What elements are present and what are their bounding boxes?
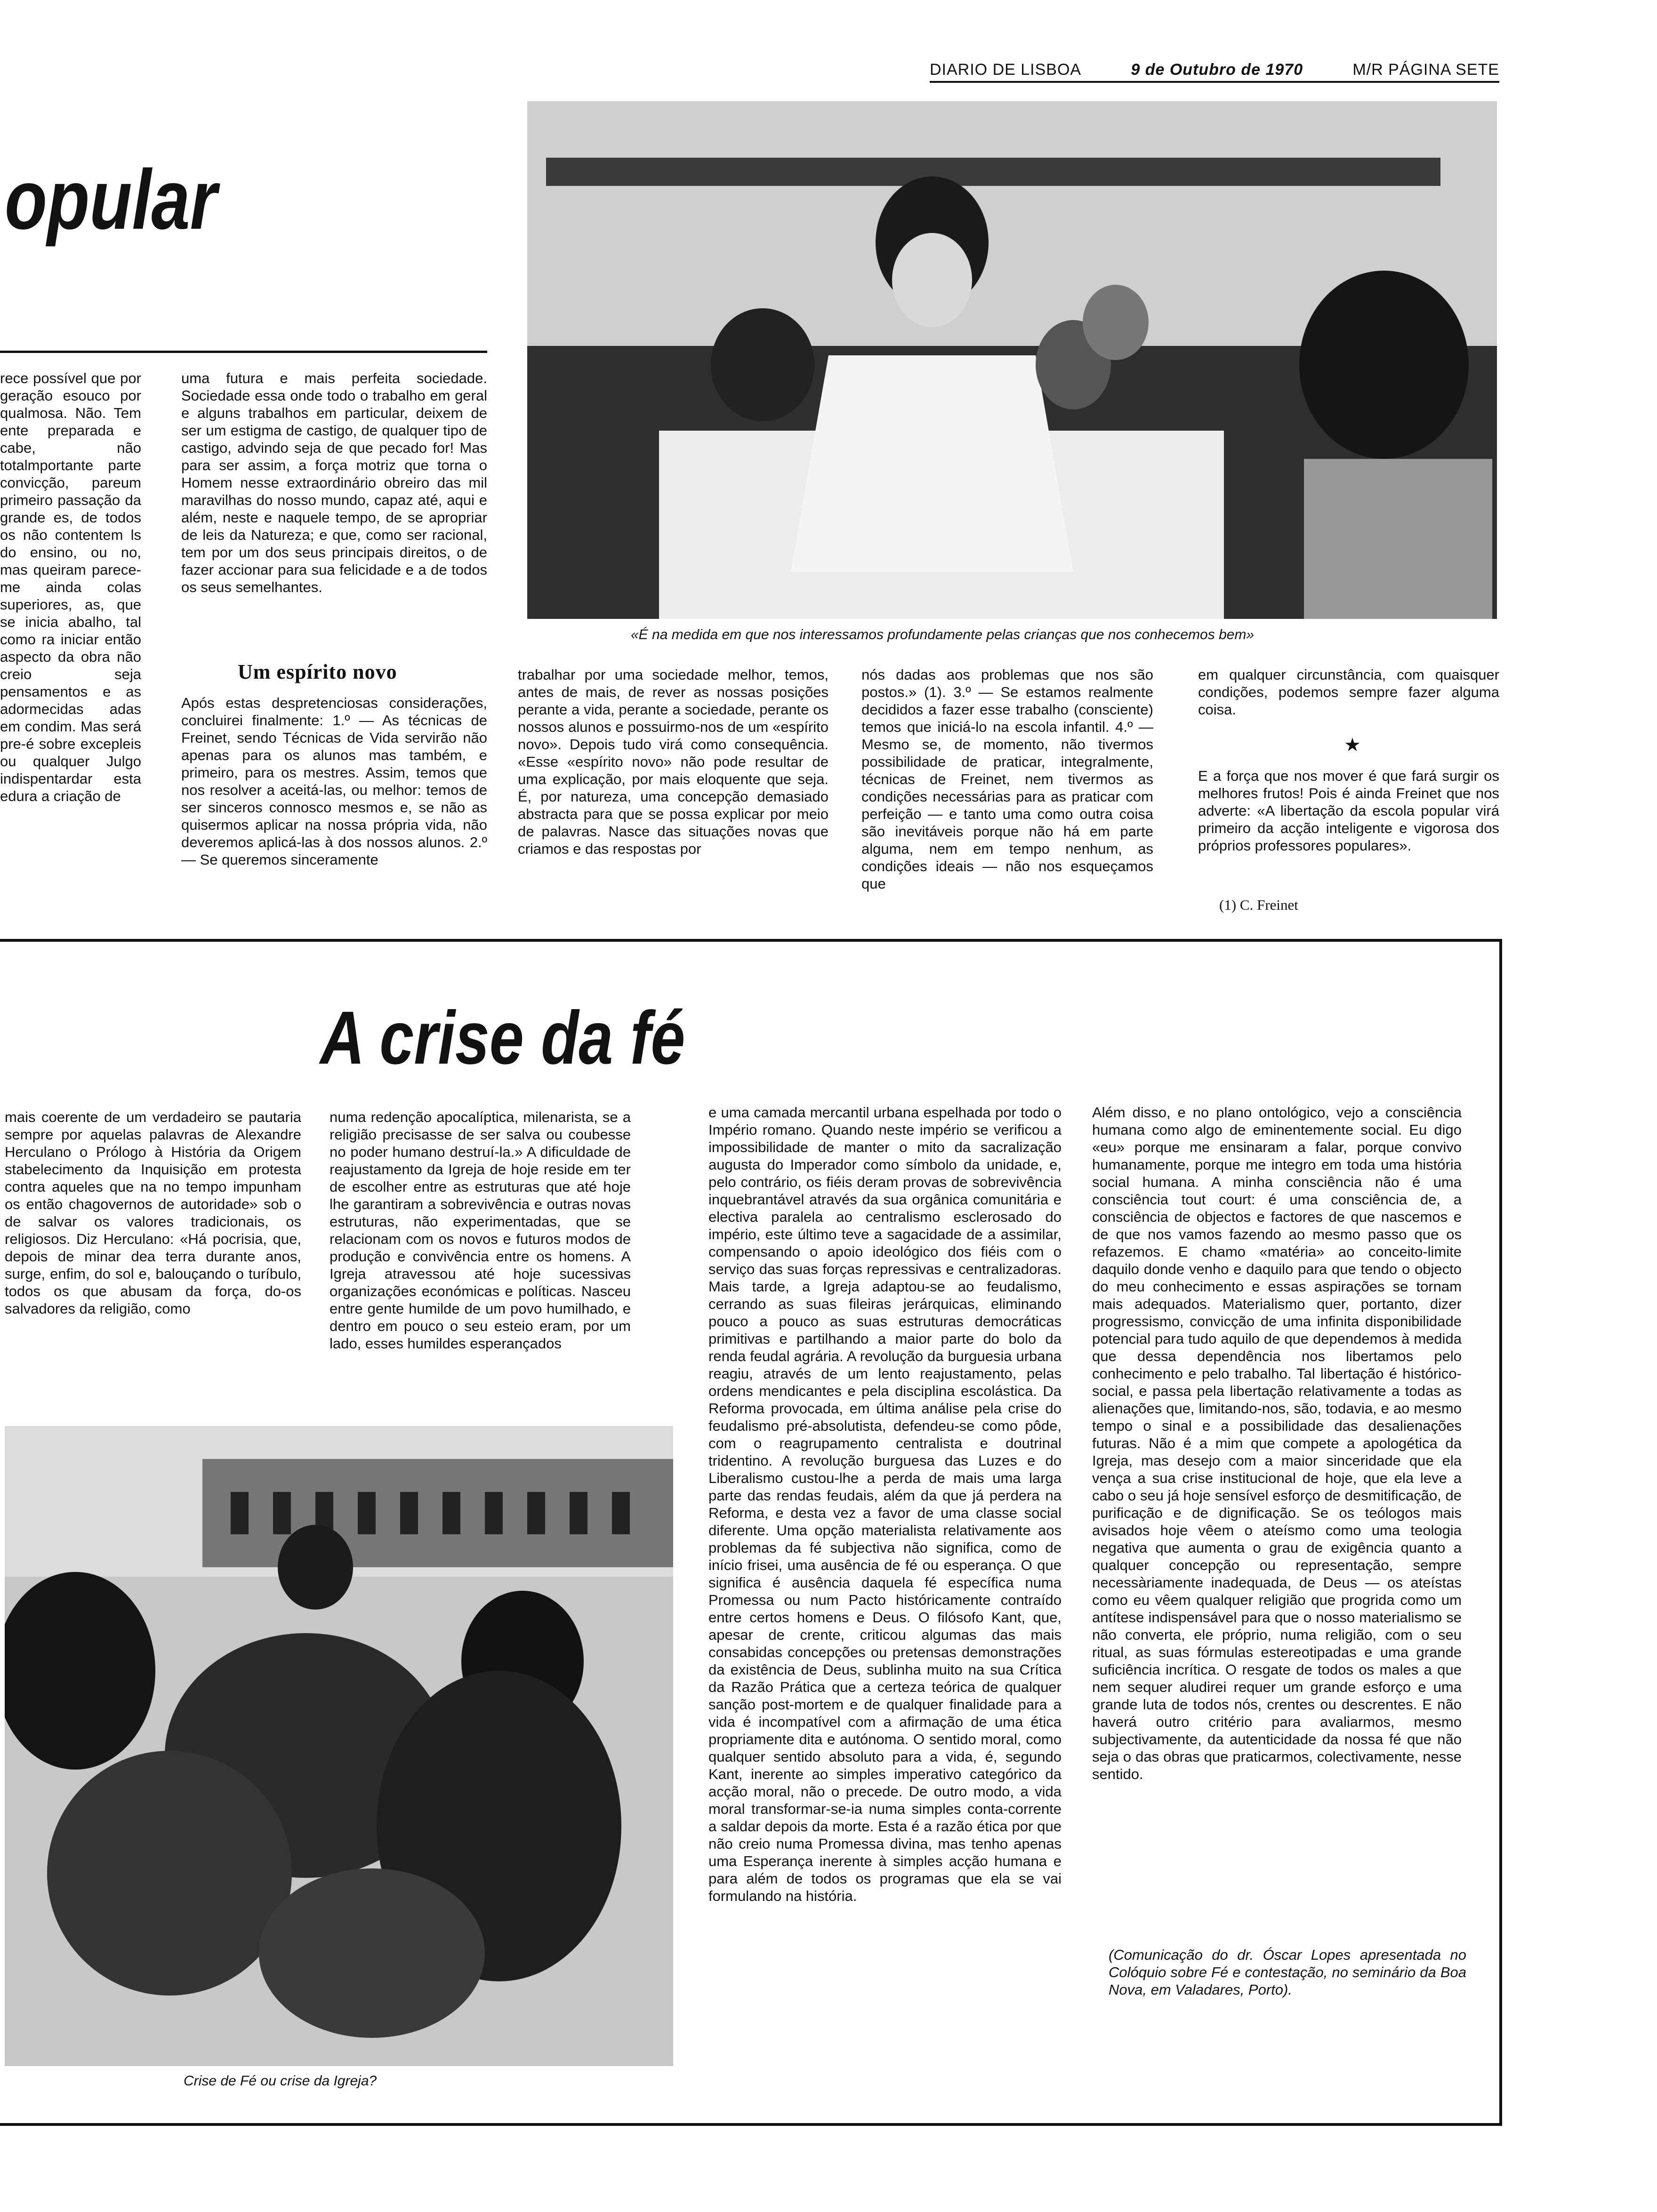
- footnote: (1) C. Freinet: [1219, 897, 1298, 913]
- classroom-photo: [527, 101, 1497, 619]
- top-column-2: uma futura e mais perfeita sociedade. Sociedade essa onde todo o trabalho em geral e alguns trabalhos em particular, deixem de ser um estigma de castigo, de qualquer tipo de castigo, advindo seja de que pecado for! Mas para ser assim, a força motriz que torna o Homem nesse extraordinário obreiro das mil maravilhas do nosso mundo, capaz até, aqui e além, neste e naquele tempo, de se apropriar de leis da Natureza; e que, como ser racional, tem por um dos seus principais direitos, o de fazer accionar para sua felicidade e a de todos os seus semelhantes.: [181, 370, 487, 595]
- masthead-rule: [930, 81, 1499, 83]
- top-column-3: trabalhar por uma sociedade melhor, temos, antes de mais, de rever as nossas posições perante a vida, perante a sociedade, perante os nossos alunos e possuirmo-nos de um «espírito novo». Depois tudo virá como consequência. «Esse «espírito novo» não pode resultar de uma explicação, por mais eloquente que seja. É, por natureza, uma concepção demasiado abstracta para que se possa explicar por meio de palavras. Nasce das situações novas que criamos e das respostas por: [518, 666, 828, 857]
- paper-name: DIARIO DE LISBOA: [930, 61, 1082, 79]
- headline-rule: [0, 351, 487, 353]
- bottom-headline: A crise da fé: [320, 995, 685, 1080]
- top-headline: opular: [5, 152, 217, 247]
- masthead: [930, 56, 1499, 79]
- top-column-5b: E a força que nos mover é que fará surgir os melhores frutos! Pois é ainda Freinet que nos adverte: «A libertação da escola popular virá primeiro da acção inteligente e vigorosa dos próprios professores populares».: [1198, 768, 1499, 854]
- top-column-4: nós dadas aos problemas que nos são postos.» (1). 3.º — Se estamos realmente decididos a fazer esse trabalho (consciente) temos que iniciá-lo na escola infantil. 4.º — Mesmo se, de momento, não tivermos possibilidade de praticar, integralmente, técnicas de Freinet, nem tivermos as condições necessárias para as praticar com perfeição — e tanto uma como outra coisa são inevitáveis porque não há em parte alguma, nem em tempo nenhum, as condições ideais — não nos esqueçamos que: [861, 666, 1153, 892]
- author-credit: (Comunicação do dr. Óscar Lopes apresentada no Colóquio sobre Fé e contestação, no seminário da Boa Nova, em Valadares, Porto).: [1109, 1947, 1466, 1998]
- issue-date: 9 de Outubro de 1970: [1131, 61, 1303, 79]
- top-column-1: rece possível que por geração esouco por qualmosa. Não. Tem ente preparada e cabe, não totalmportante parte convicção, pareum primeiro passação da grande es, de todos os não contentem ls do ensino, ou no, mas queiram parece-me ainda colas superiores, as, que se inicia abalho, tal como ra iniciar então aspecto da obra não creio seja pensamentos e as adormecidas adas em condim. Mas será pre-é sobre excepleis ou qualquer Julgo indispentardar esta edura a criação de: [0, 370, 141, 804]
- bottom-column-1: mais coerente de um verdadeiro se pautaria sempre por aquelas palavras de Alexandre Herculano o Prólogo à História da Origem stabelecimento da Inquisição em protesta contra aqueles que na no tempo impunham os então chagovernos de autoridade» sob o de salvar os valores tradicionais, os religiosos. Diz Herculano: «Há pocrisia, que, depois de minar dea terra durante anos, surge, enfim, do sol e, balouçando o turíbulo, todos os que abusam da força, do-os salvadores da religião, como: [5, 1109, 301, 1317]
- bottom-column-3: e uma camada mercantil urbana espelhada por todo o Império romano. Quando neste império se verificou a impossibilidade de manter o mito da sacralização augusta do Imperador como símbolo da unidade, e, pelo contrário, os fiéis deram provas de sobrevivência inquebrantável através da sua orgânica comunitária e electiva paralela ao centralismo esclerosado do império, este último teve a sagacidade de a assimilar, compensando o apoio ideológico dos fiéis com o serviço das suas forças repressivas e centralizadoras. Mais tarde, a Igreja adaptou-se ao feudalismo, cerrando as suas fileiras jerárquicas, eliminando pouco a pouco as suas estruturas democráticas primitivas e partilhando a maior parte do bolo da renda feudal agrária. A revolução da burguesia urbana reagiu, através de um lento reajustamento, pelas ordens mendicantes e pela disciplina escolástica. Da Reforma provocada, em última análise pela crise do feudalismo pré-absolutista, defendeu-se como pôde, com o reagrupamento centralista e doutrinal tridentino. A revolução burguesa das Luzes e do Liberalismo custou-lhe a perda de mais uma larga parte das rendas feudais, além da que já perdera na Reforma, e desta vez a favor de uma classe social diferente. Uma opção materialista relativamente aos problemas da fé subjectiva não significa, como de início frisei, uma ausência de fé ou esperança. O que significa é ausência daquela fé específica numa Promessa ou num Pacto históricamente contraído entre certos homens e Deus. O filósofo Kant, que, apesar de crente, criticou algumas das mais consabidas concepções ou pretensas demonstrações da existência de Deus, sublinha muito na sua Crítica da Razão Prática que a certeza teórica de qualquer sanção post-mortem e de qualquer finalidade para a vida é incompatível com a afirmação de uma ética propriamente dita e autónoma. O sentido moral, como qualquer sentido absoluto para a vida, é, segundo Kant, inerente ao simples imperativo categórico da acção moral, não o precede. De outro modo, a vida moral transformar-se-ia numa simples conta-corrente a saldar depois da morte. Esta é a razão ética por que não creio numa Promessa divina, mas tenho apenas uma Esperança inerente à simples acção humana e para além de todos os programas que ela se vai formulando na história.: [708, 1104, 1062, 1904]
- bottom-column-2: numa redenção apocalíptica, milenarista, se a religião precisasse de ser salva ou coubesse no poder humano destruí-la.» A dificuldade de reajustamento da Igreja de hoje reside em ter de escolher entre as estruturas que até hoje lhe garantiram a sobrevivência e outras novas estruturas, não experimentadas, que se relacionam com os novos e futuros modos de produção e convivência entre os homens. A Igreja atravessou até hoje sucessivas organizações económicas e políticas. Nasceu entre gente humilde de um povo humilhado, e dentro em pouco o seu esteio eram, por um lado, esses humildes esperançados: [330, 1109, 631, 1352]
- page-number: M/R PÁGINA SETE: [1352, 61, 1499, 79]
- pilgrims-photo: [5, 1426, 673, 2066]
- bottom-column-4: Além disso, e no plano ontológico, vejo a consciência humana como algo de eminentemente social. Eu digo «eu» porque me ensinaram a falar, porque convivo humanamente, porque me integro em toda uma história social humana. A minha consciência não é uma consciência tout court: é uma consciência de, a consciência de objectos e factores de que nascemos e de que nos vamos fazendo ao mesmo passo que os refazemos. E chamo «matéria» ao conceito-limite daquilo donde venho e daquilo para que tendo o objecto do meu conhecimento e essas aspirações se tornam mais adequados. Materialismo quer, portanto, dizer progressismo, convicção de uma infinita disponibilidade potencial para tudo aquilo de que dependemos à medida que dessa dependência nos libertamos pelo conhecimento e pelo trabalho. Tal libertação é histórico-social, e passa pela libertação relativamente a todas as alienações que, limitando-nos, são, todavia, e ao mesmo tempo o sinal e a possibilidade das desalienações futuras. Não é a mim que compete a apologética da Igreja, mas desejo com a maior sinceridade que ela vença a sua crise institucional de hoje, que ela leve a cabo o seu já hoje sensível esforço de desmitificação, de purificação e de dignificação. Se os teólogos mais avisados hoje vêem o ateísmo como uma teologia negativa que aumenta o grau de exigência quanto a qualquer concepção ou representação, sempre necessàriamente inadequada, de Deus — os ateístas como eu vêem qualquer religião que progrida como um antítese indispensável para que o nosso materialismo se não converta, ele próprio, numa religião, com o seu ritual, as suas fórmulas estereotipadas e uma grande suficiência incrítica. O resgate de todos os males a que nem sequer aludirei requer um grande esforço e uma grande luta de todos nós, crentes ou descrentes. E não haverá outro critério para avaliarmos, mesmo subjectivamente, da autenticidade da nossa fé que não seja o das obras que praticarmos, colectivamente, nesse sentido.: [1092, 1104, 1462, 1782]
- classroom-photo-caption: «É na medida em que nos interessamos profundamente pelas crianças que nos conhecemos bem»: [631, 627, 1255, 642]
- top-column-5: em qualquer circunstância, com quaisquer condições, podemos sempre fazer alguma coisa.: [1198, 666, 1499, 718]
- top-subhead: Um espírito novo: [238, 660, 397, 683]
- pilgrims-photo-caption: Crise de Fé ou crise da Igreja?: [184, 2073, 377, 2089]
- section-star: ★: [1344, 735, 1361, 755]
- top-column-2b: Após estas despretenciosas considerações, concluirei finalmente: 1.º — As técnicas de Freinet, sendo Técnicas de Vida servirão não apenas para os alunos mas também, e primeiro, para os mestres. Assim, temos que nos resolver a aceitá-las, ou melhor: temos de ser sinceros connosco mesmos e, se não as quisermos aplicar na nossa própria vida, não deveremos aplicá-las à dos nossos alunos. 2.º — Se queremos sinceramente: [181, 695, 487, 868]
